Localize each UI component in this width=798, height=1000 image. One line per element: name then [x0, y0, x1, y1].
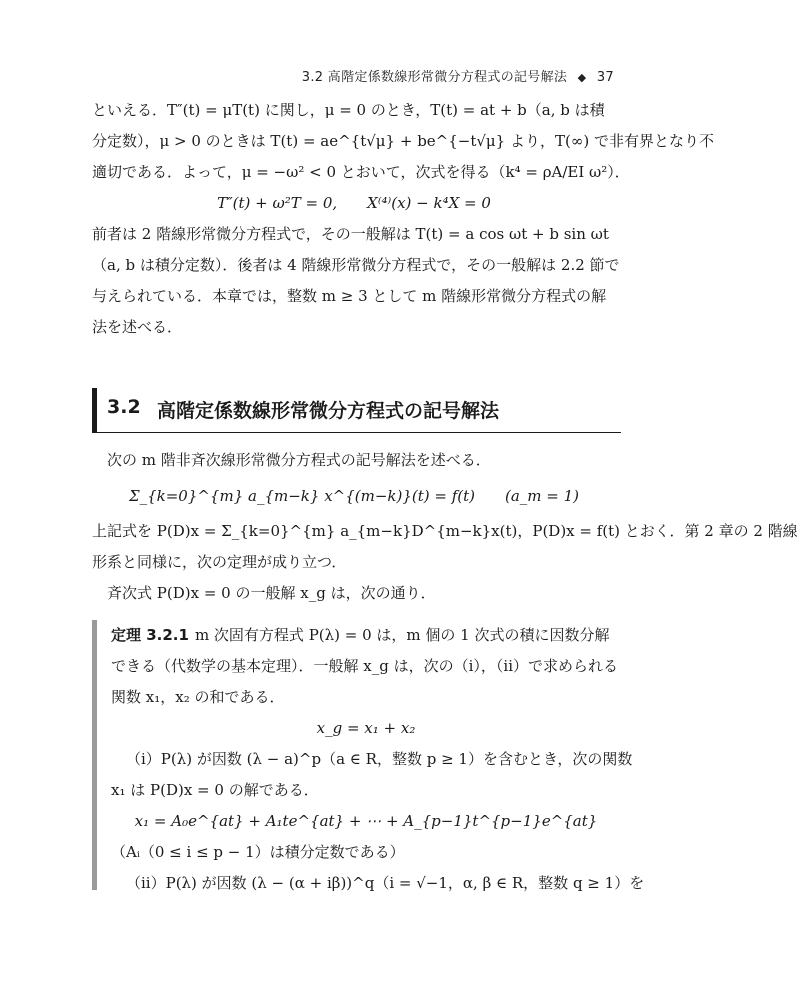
equation-inhomogeneous: Σ_{k=0}^{m} a_{m−k} x^{(m−k)}(t) = f(t) (a_m = 1) — [128, 487, 580, 505]
running-head — [302, 66, 614, 85]
page-number: 37 — [596, 70, 614, 85]
equation-general-solution: x_g = x₁ + x₂ — [316, 719, 416, 737]
body-line: 次の m 階非斉次線形常微分方程式の記号解法を述べる． — [107, 451, 491, 469]
intro-line: 与えられている．本章では，整数 m ≥ 3 として m 階線形常微分方程式の解 — [92, 287, 607, 305]
theorem-line: x₁ は P(D)x = 0 の解である． — [111, 781, 319, 799]
theorem-line: （i）P(λ) が因数 (λ − a)^p（a ∈ R，整数 p ≥ 1）を含むとき，次の関数 — [126, 750, 633, 768]
intro-line: といえる．T″(t) = μT(t) に関し，μ = 0 のとき，T(t) = at + b（a, b は積 — [92, 101, 605, 119]
theorem-line: 関数 x₁，x₂ の和である． — [111, 688, 285, 706]
intro-line: 前者は 2 階線形常微分方程式で，その一般解は T(t) = a cos ωt + b sin ωt — [92, 225, 609, 243]
intro-line: 適切である．よって，μ = −ω² < 0 とおいて，次式を得る（k⁴ = ρA/EI ω²）． — [92, 163, 630, 181]
theorem-line: できる（代数学の基本定理）．一般解 x_g は，次の（i），（ii）で求められる — [111, 657, 618, 675]
body-line: 形系と同様に，次の定理が成り立つ． — [92, 553, 347, 571]
section-number: 3.2 — [107, 396, 141, 418]
theorem-line: （Aᵢ（0 ≤ i ≤ p − 1）は積分定数である） — [111, 843, 405, 861]
equation-x1: x₁ = A₀e^{at} + A₁te^{at} + ⋯ + A_{p−1}t^{p−1}e^{at} — [134, 812, 598, 830]
intro-line: （a, b は積分定数）．後者は 4 階線形常微分方程式で，その一般解は 2.2 節で — [92, 256, 620, 274]
section-heading — [92, 388, 621, 433]
theorem-box — [92, 620, 645, 892]
section-ref: 3.2 高階定係数線形常微分方程式の記号解法 — [301, 70, 568, 85]
section-title: 高階定係数線形常微分方程式の記号解法 — [157, 400, 500, 422]
intro-line: 法を述べる． — [92, 318, 183, 336]
theorem-line: （ii）P(λ) が因数 (λ − (α + iβ))^q（i = √−1，α, β ∈ R，整数 q ≥ 1）を — [126, 874, 645, 892]
intro-block — [92, 95, 714, 343]
theorem-label: 定理 3.2.1 — [111, 626, 189, 644]
section-body — [92, 445, 798, 609]
theorem-line — [111, 620, 621, 651]
diamond-icon: ◆ — [577, 71, 587, 84]
body-line: 上記式を P(D)x = Σ_{k=0}^{m} a_{m−k}D^{m−k}x(t)，P(D)x = f(t) とおく．第 2 章の 2 階線 — [92, 522, 798, 540]
intro-line: 分定数），μ > 0 のときは T(t) = ae^{t√μ} + be^{−t√μ} より，T(∞) で非有界となり不 — [92, 132, 714, 150]
equation-wave: T″(t) + ω²T = 0, X⁽⁴⁾(x) − k⁴X = 0 — [217, 194, 491, 212]
theorem-text: m 次固有方程式 P(λ) = 0 は，m 個の 1 次式の積に因数分解 — [194, 626, 610, 644]
body-line: 斉次式 P(D)x = 0 の一般解 x_g は，次の通り． — [107, 584, 436, 602]
